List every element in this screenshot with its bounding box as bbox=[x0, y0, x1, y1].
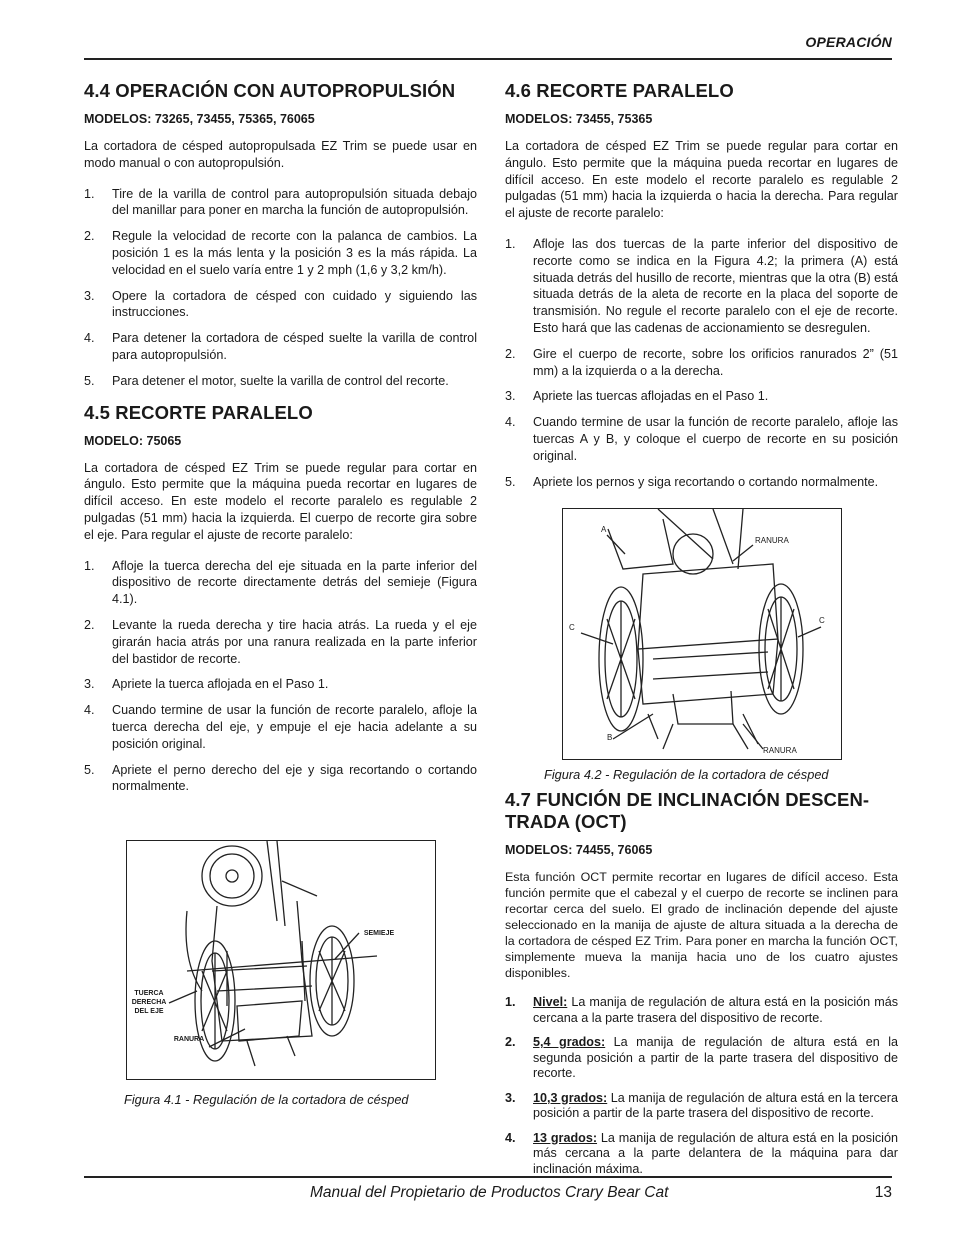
step-term: 5,4 grados: bbox=[533, 1035, 606, 1049]
label-del-eje: DEL EJE bbox=[134, 1008, 164, 1015]
section-4-6 bbox=[505, 80, 898, 490]
step-text: Tire de la varilla de control para autopropulsión situada debajo del manillar para poner en marcha la función de autopropulsión. bbox=[112, 186, 477, 218]
section-heading: 4.6 RECORTE PARALELO bbox=[505, 80, 734, 101]
list-item bbox=[505, 1035, 898, 1082]
section-heading: 4.7 FUNCIÓN DE INCLINACIÓN DESCEN-TRADA (OCT) bbox=[505, 789, 870, 832]
page-number: 13 bbox=[874, 1184, 892, 1201]
step-text: Levante la rueda derecha y tire hacia atrás. La rueda y el eje girarán hacia atrás por una ranura realizada en la parte inferior del bastidor de recorte. bbox=[112, 617, 477, 666]
label-ranura: RANURA bbox=[173, 1036, 205, 1043]
step-number: 5. bbox=[505, 474, 516, 489]
list-item bbox=[84, 702, 477, 752]
list-item bbox=[505, 388, 898, 405]
figure-4-2 bbox=[562, 508, 842, 760]
section-heading: 4.5 RECORTE PARALELO bbox=[84, 401, 313, 423]
step-text: Apriete los pernos y siga recortando o cortando normalmente. bbox=[533, 474, 879, 489]
figure-4-1-caption: Figura 4.1 - Regulación de la cortadora de césped bbox=[124, 1092, 409, 1107]
step-text: Regule la velocidad de recorte con la palanca de cambios. La posición 1 es la más lenta y la posición 3 es la más rápida. La velocidad en el suelo varía entre 1 y 2 mph (1,6 y 3,2 km/h). bbox=[112, 229, 477, 277]
label-ranura-bottom: RANURA bbox=[763, 746, 797, 755]
step-number: 2. bbox=[84, 229, 95, 244]
running-header: OPERACIÓN bbox=[805, 34, 892, 50]
step-number: 3. bbox=[84, 677, 95, 692]
label-derecha: DERECHA bbox=[131, 999, 167, 1006]
section-4-5 bbox=[84, 402, 477, 796]
section-intro: La cortadora de césped autopropulsada EZ Trim se puede usar en modo manual o con autopropulsión. bbox=[84, 139, 477, 170]
step-number: 4. bbox=[84, 703, 95, 718]
step-number: 5. bbox=[84, 762, 95, 777]
step-text: Cuando termine de usar la función de recorte paralelo, afloje la tuerca derecha del eje, y empuje el eje hacia adelante a su posición original. bbox=[112, 703, 477, 751]
label-semieje: SEMIEJE bbox=[363, 930, 395, 937]
step-text: Gire el cuerpo de recorte, sobre los orificios ranurados 2” (51 mm) a la izquierda o a la derecha. bbox=[533, 346, 898, 378]
step-text: Apriete la tuerca aflojada en el Paso 1. bbox=[112, 677, 329, 692]
steps-list bbox=[84, 558, 477, 796]
step-number: 1. bbox=[84, 558, 95, 573]
footer-title: Manual del Propietario de Productos Crary Bear Cat bbox=[310, 1184, 669, 1201]
step-text: Cuando termine de usar la función de recorte paralelo, afloje las tuercas A y B, y coloque el cuerpo de recorte en su posición original. bbox=[533, 415, 898, 463]
header-rule bbox=[84, 58, 892, 60]
step-number: 1. bbox=[505, 995, 516, 1009]
step-text: Apriete las tuercas aflojadas en el Paso 1. bbox=[533, 389, 769, 404]
step-term: Nivel: bbox=[533, 995, 568, 1009]
models-line: MODELOS: 74455, 76065 bbox=[505, 843, 653, 857]
step-text: Afloje las dos tuercas de la parte inferior del dispositivo de recorte como se indica en la Figura 4.2; la primera (A) está situada detrás del husillo de recorte, mientras que la otra (B) está situada detrás de la aleta de recorte en la placa del soporte de transmisión. No regule el recorte paralelo con el eje de recorte. Esto hará que las cadenas de accionamiento se desregulen. bbox=[533, 236, 898, 335]
step-text: La manija de regulación de altura está en la posición más cercana a la parte trasera del dispositivo de recorte. bbox=[533, 995, 898, 1025]
step-number: 2. bbox=[84, 617, 95, 632]
mower-illustration-4-2 bbox=[563, 509, 841, 759]
list-item bbox=[505, 414, 898, 464]
step-number: 4. bbox=[505, 415, 516, 430]
list-item bbox=[84, 558, 477, 608]
list-item bbox=[505, 1091, 898, 1122]
step-number: 5. bbox=[84, 373, 95, 388]
step-term: 10,3 grados: bbox=[533, 1090, 608, 1105]
label-ranura-top: RANURA bbox=[755, 536, 789, 545]
list-item bbox=[84, 676, 477, 693]
label-b: B bbox=[607, 733, 613, 742]
step-text: Para detener el motor, suelte la varilla de control del recorte. bbox=[112, 373, 449, 388]
list-item bbox=[84, 373, 477, 390]
step-text: Afloje la tuerca derecha del eje situada en la parte inferior del dispositivo de recorte directamente detrás del semieje (Figura 4.1). bbox=[112, 558, 477, 607]
step-number: 1. bbox=[84, 186, 95, 201]
step-text: Apriete el perno derecho del eje y siga recortando o cortando normalmente. bbox=[112, 762, 477, 794]
section-4-7 bbox=[505, 789, 898, 1177]
list-item bbox=[505, 474, 898, 491]
step-text: Opere la cortadora de césped con cuidado y siguiendo las instrucciones. bbox=[112, 288, 477, 320]
section-intro: Esta función OCT permite recortar en lugares de difícil acceso. Esta función permite que el cabezal y el cuerpo de recorte se inclinen para recortar cerca del suelo. El grado de inclinación depende del ajuste seleccionado en la manija de ajuste de altura situada a la derecha de la cortadora de césped EZ Trim. Para poner en marcha la función OCT, simplemente mueva la manija hacia uno de los cuatro ajustes disponibles. bbox=[505, 870, 898, 980]
step-number: 3. bbox=[84, 288, 95, 303]
list-item bbox=[505, 236, 898, 337]
section-intro: La cortadora de césped EZ Trim se puede regular para cortar en ángulo. Esto permite que la máquina pueda recortar en lugares de difícil acceso. En este modelo el recorte paralelo es regulable 2 pulgadas (51 mm) hacia la izquierda o hacia la derecha. Para regular el ajuste de recorte paralelo: bbox=[505, 139, 898, 221]
step-text: La manija de regulación de altura está en la posición más cercana a la parte delantera de la máquina para dar inclinación máxima. bbox=[533, 1130, 898, 1176]
steps-list bbox=[505, 236, 898, 490]
step-number: 4. bbox=[84, 331, 95, 346]
list-item bbox=[84, 288, 477, 322]
figure-4-2-caption: Figura 4.2 - Regulación de la cortadora de césped bbox=[544, 767, 829, 782]
models-line: MODELOS: 73455, 75365 bbox=[505, 112, 653, 126]
list-item bbox=[84, 186, 477, 220]
step-text: La manija de regulación de altura está en la tercera posición a partir de la parte trasera del dispositivo de recorte. bbox=[533, 1090, 898, 1120]
label-tuerca: TUERCA bbox=[134, 990, 164, 997]
list-item bbox=[84, 762, 477, 796]
steps-list bbox=[84, 186, 477, 390]
step-number: 1. bbox=[505, 236, 516, 251]
list-item bbox=[505, 346, 898, 380]
label-c-left: C bbox=[569, 623, 575, 632]
list-item bbox=[84, 330, 477, 364]
right-column bbox=[505, 80, 898, 499]
list-item bbox=[505, 1131, 898, 1178]
figure-4-1 bbox=[126, 840, 436, 1080]
section-4-4 bbox=[84, 80, 477, 390]
step-text: Para detener la cortadora de césped suelte la varilla de control para autopropulsión. bbox=[112, 331, 477, 362]
label-c-right: C bbox=[819, 616, 825, 625]
left-column bbox=[84, 80, 477, 804]
step-term: 13 grados: bbox=[533, 1130, 598, 1145]
right-column-lower bbox=[505, 789, 898, 1186]
step-number: 2. bbox=[505, 1035, 516, 1049]
models-line: MODELOS: 73265, 73455, 75365, 76065 bbox=[84, 112, 315, 126]
models-line: MODELO: 75065 bbox=[84, 433, 182, 448]
list-item bbox=[505, 995, 898, 1026]
step-number: 3. bbox=[505, 389, 516, 404]
step-number: 2. bbox=[505, 346, 516, 361]
section-intro: La cortadora de césped EZ Trim se puede regular para cortar en ángulo. Esto permite que la máquina pueda recortar en lugares de difícil acceso. En este modelo el recorte paralelo es regulable 2 pulgadas (51 mm) hacia la izquierda. El cuerpo de recorte gira sobre el eje. Para regular el ajuste de recorte paralelo: bbox=[84, 460, 477, 542]
label-a: A bbox=[601, 525, 607, 534]
list-item bbox=[84, 617, 477, 667]
steps-list bbox=[505, 995, 898, 1177]
list-item bbox=[84, 228, 477, 278]
step-number: 4. bbox=[505, 1130, 516, 1145]
step-number: 3. bbox=[505, 1090, 516, 1105]
step-text: La manija de regulación de altura está en la segunda posición a partir de la parte trasera del dispositivo de recorte. bbox=[533, 1035, 899, 1080]
section-heading: 4.4 OPERACIÓN CON AUTOPROPULSIÓN bbox=[84, 80, 456, 101]
